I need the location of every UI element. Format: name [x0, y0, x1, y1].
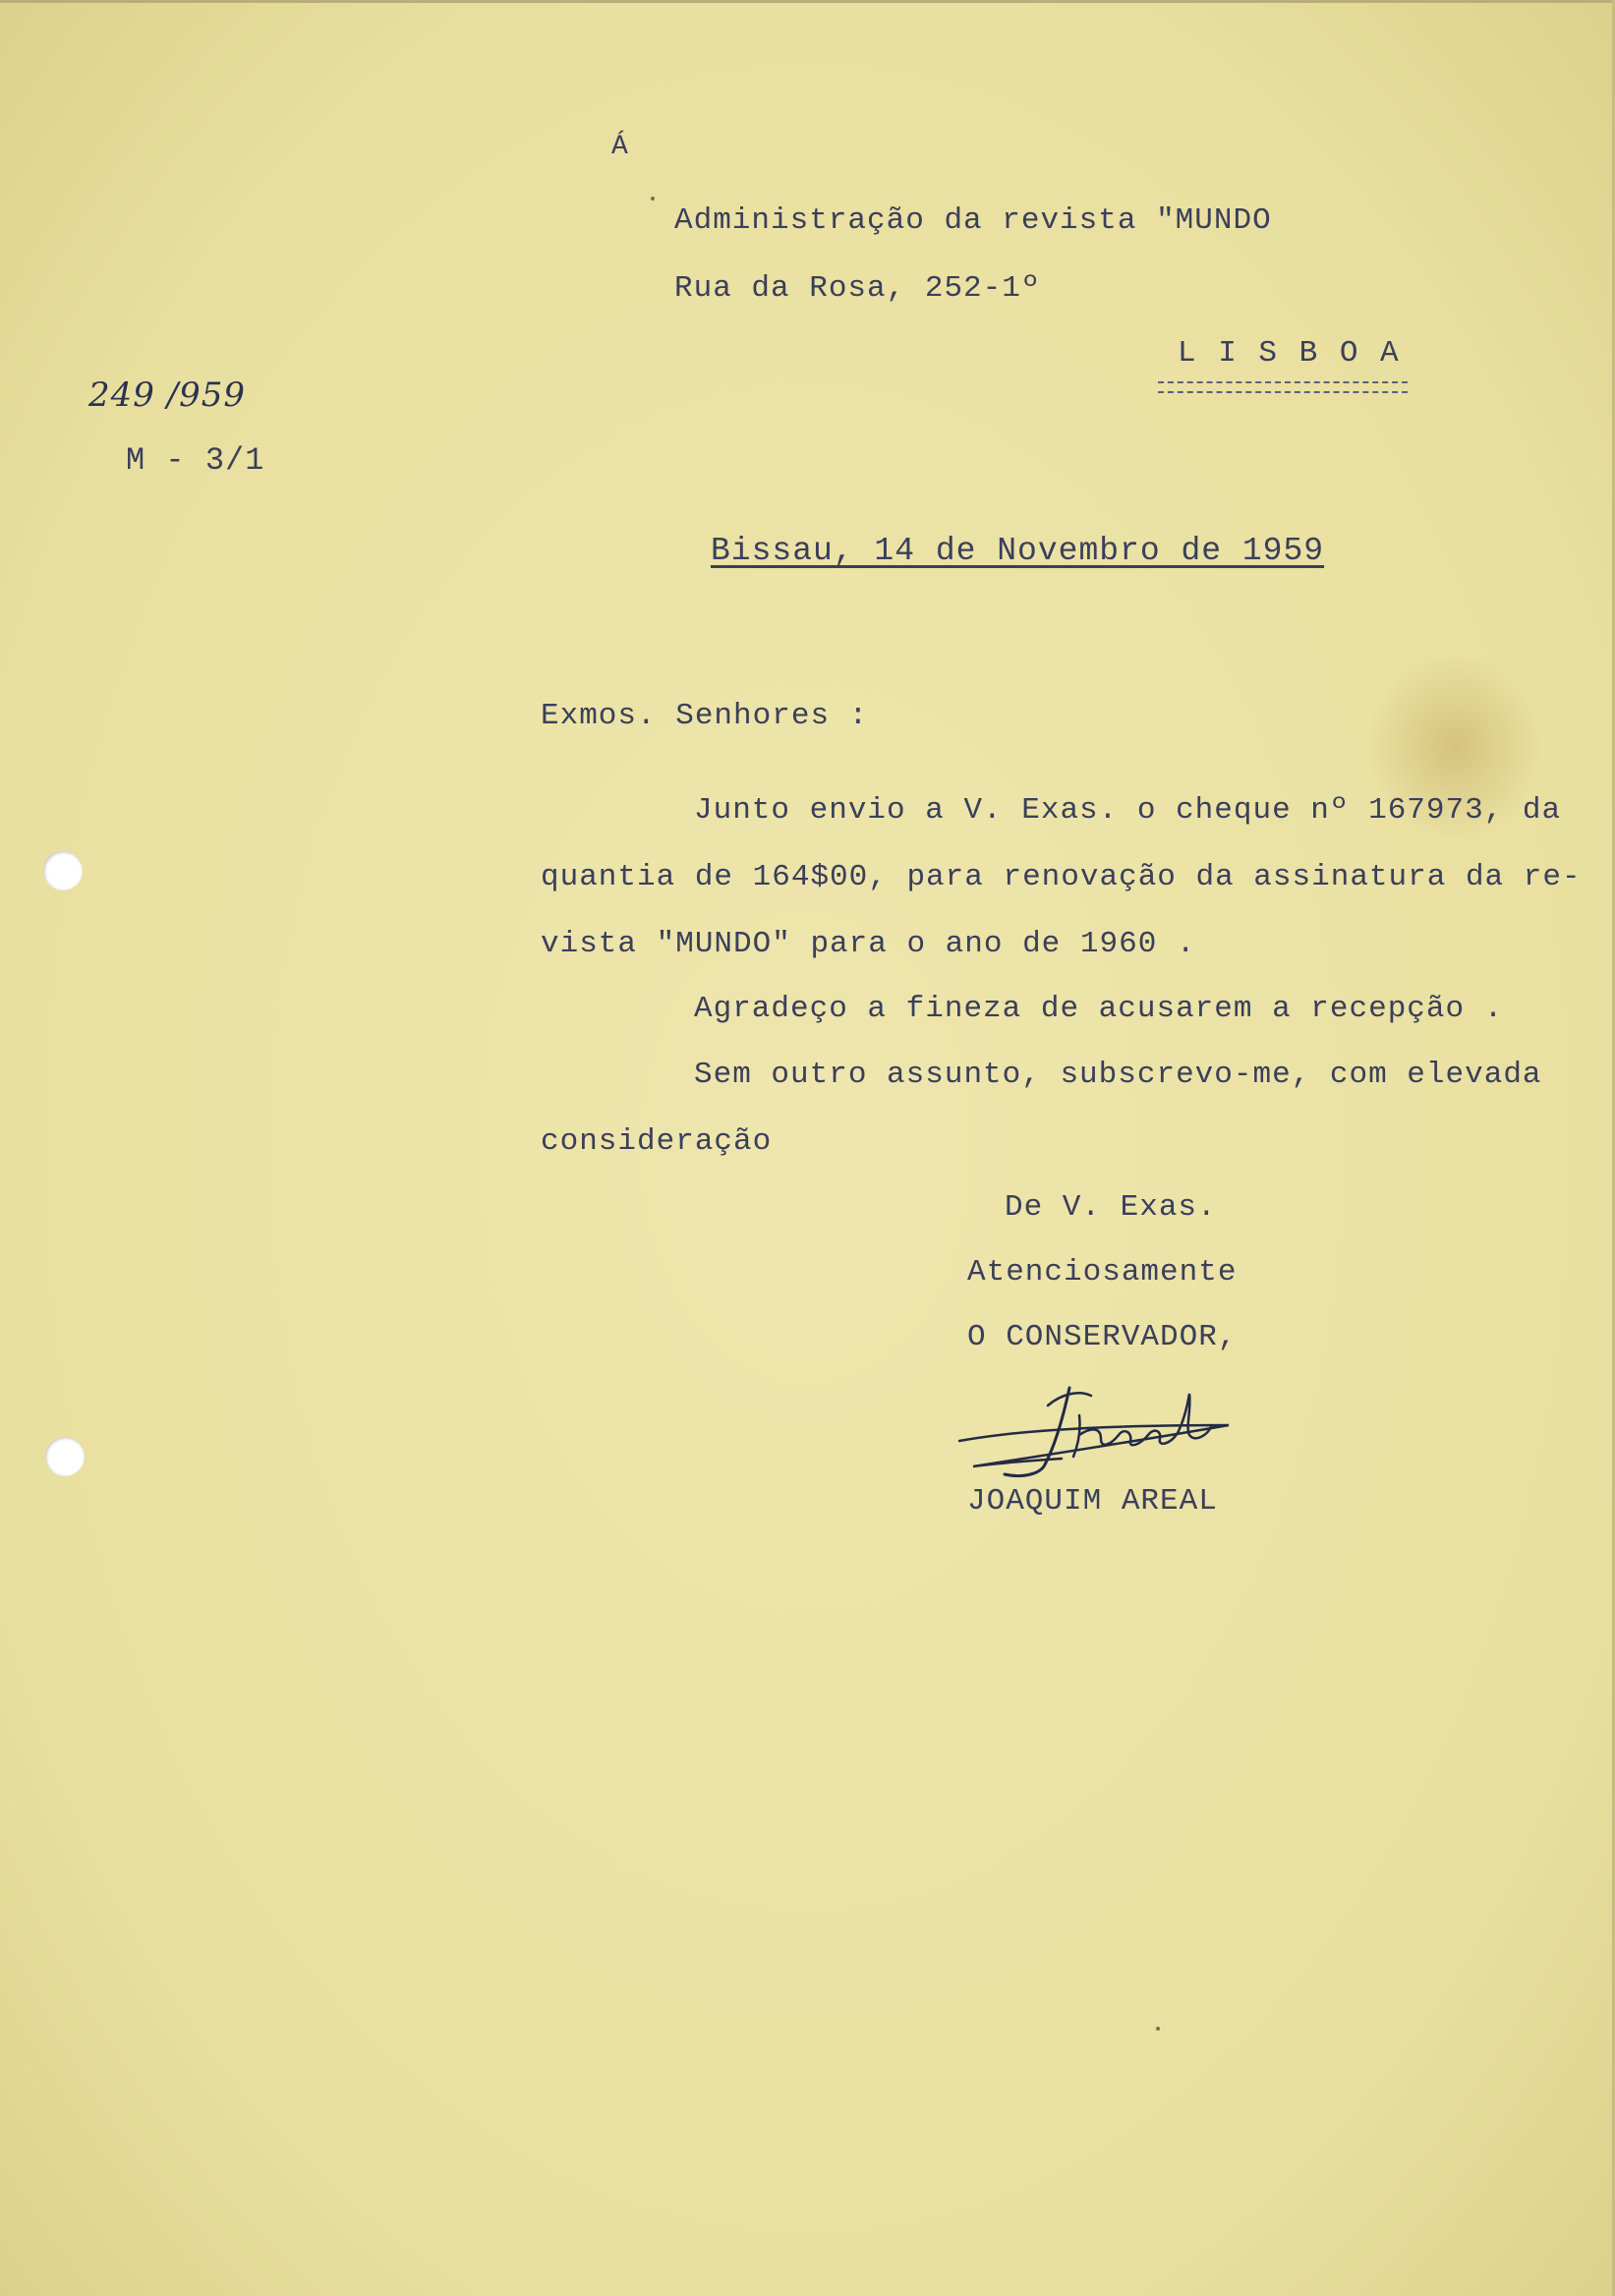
closing-line-3: O CONSERVADOR,: [967, 1320, 1238, 1354]
city-double-underline: [1158, 381, 1408, 393]
closing-line-2: Atenciosamente: [967, 1255, 1238, 1290]
punch-hole-bottom: [45, 1437, 85, 1476]
body-line-5: Sem outro assunto, subscrevo-me, com elevada: [694, 1058, 1542, 1092]
punch-hole-top: [43, 851, 83, 890]
recipient-city: L I S B O A: [1178, 336, 1401, 371]
body-line-1: Junto envio a V. Exas. o cheque nº 167973, da: [694, 793, 1562, 828]
handwritten-signature: [953, 1376, 1248, 1484]
body-line-3: vista "MUNDO" para o ano de 1960 .: [541, 927, 1196, 961]
body-line-4: Agradeço a fineza de acusarem a recepção .: [694, 992, 1504, 1026]
body-line-2: quantia de 164$00, para renovação da assinatura da re-: [541, 860, 1582, 894]
recipient-prefix: Á: [611, 132, 629, 162]
letter-date: Bissau, 14 de Novembro de 1959: [711, 533, 1325, 569]
recipient-line-1: Administração da revista "MUNDO: [674, 203, 1272, 238]
body-line-6: consideração: [541, 1124, 773, 1159]
reference-number: 249 /959: [88, 375, 247, 415]
recipient-line-2: Rua da Rosa, 252-1º: [674, 271, 1041, 306]
paper-top-edge: [0, 0, 1615, 3]
paper-speck: [1156, 2027, 1160, 2031]
reference-code: M - 3/1: [126, 442, 265, 479]
paper-speck: [651, 197, 655, 201]
signatory-name: JOAQUIM AREAL: [967, 1484, 1218, 1519]
salutation: Exmos. Senhores :: [541, 699, 869, 733]
closing-line-1: De V. Exas.: [1005, 1190, 1217, 1225]
